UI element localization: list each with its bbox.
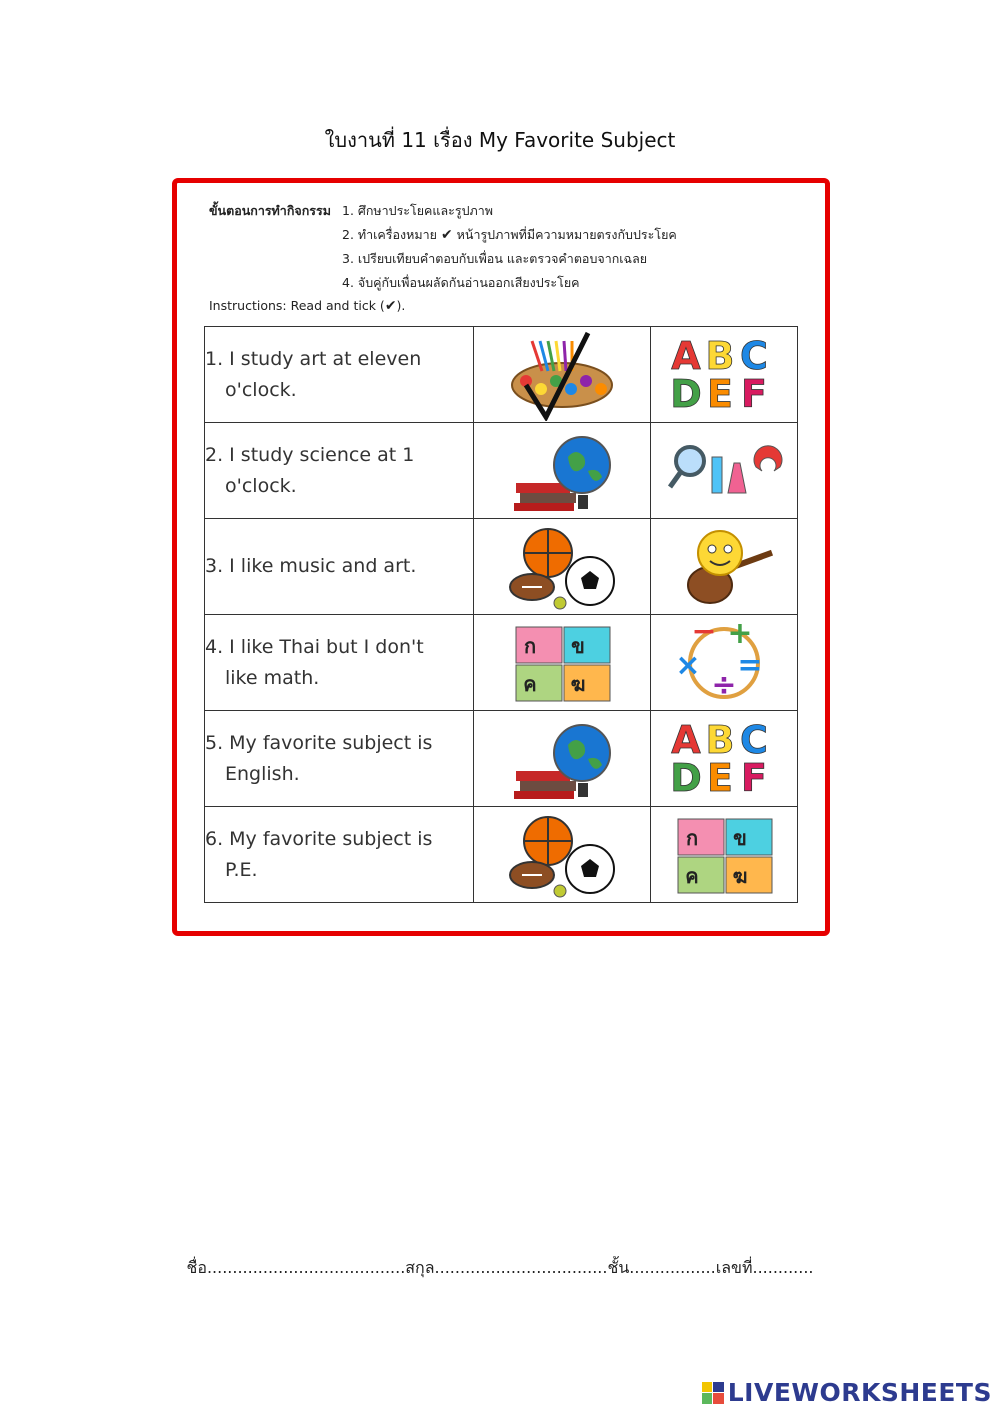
thai-letters-icon	[664, 811, 784, 899]
sentence-cell	[205, 807, 474, 903]
procedure-label: ขั้นตอนการทำกิจกรรม	[209, 203, 331, 218]
instructions-end: ).	[396, 298, 406, 313]
globe-books-icon	[492, 427, 632, 515]
svg-text:A: A	[671, 717, 701, 762]
svg-text:ก: ก	[685, 825, 699, 850]
sentence-line-1: 3. I like music and art.	[205, 555, 417, 577]
check-icon: ✔	[384, 298, 397, 314]
svg-text:C: C	[740, 717, 768, 762]
svg-text:A: A	[671, 333, 701, 378]
sentence-line-2: like math.	[225, 666, 320, 689]
table-row	[205, 423, 798, 519]
svg-text:−: −	[691, 618, 717, 649]
worksheet-table	[204, 326, 798, 903]
brand-name: LIVEWORKSHEETS	[727, 1378, 992, 1407]
table-row	[205, 519, 798, 615]
step-4: 4. จับคู่กับเพื่อนผลัดกันอ่านออกเสียงประโยค	[342, 274, 580, 290]
svg-text:F: F	[741, 371, 767, 416]
svg-text:B: B	[705, 717, 735, 762]
svg-text:+: +	[727, 618, 753, 651]
sentence-cell	[205, 519, 474, 615]
picture-option-2[interactable]	[651, 807, 798, 903]
svg-text:E: E	[707, 371, 733, 416]
step-1: 1. ศึกษาประโยคและรูปภาพ	[342, 203, 494, 218]
picture-option-2[interactable]	[651, 519, 798, 615]
picture-option-2[interactable]	[651, 327, 798, 423]
svg-text:F: F	[741, 755, 767, 800]
step-3: 3. เปรียบเทียบคำตอบกับเพื่อน และตรวจคำตอบจากเฉลย	[342, 251, 648, 266]
abc-letters-icon	[664, 715, 784, 803]
sentence-line-2: o'clock.	[225, 474, 297, 497]
picture-option-2[interactable]	[651, 423, 798, 519]
sentence-cell	[205, 423, 474, 519]
sentence-cell	[205, 615, 474, 711]
picture-option-1[interactable]	[474, 711, 651, 807]
worksheet-frame	[172, 178, 830, 936]
table-row	[205, 807, 798, 903]
svg-text:E: E	[707, 755, 733, 800]
svg-text:ข: ข	[571, 633, 585, 658]
table-row	[205, 615, 798, 711]
instructions-text: Instructions: Read and tick (	[209, 298, 385, 313]
sentence-line-2: o'clock.	[225, 378, 297, 401]
music-guitar-icon	[664, 523, 784, 611]
sentence-line-1: 5. My favorite subject is	[205, 731, 433, 754]
sentence-cell	[205, 327, 474, 423]
picture-option-1[interactable]	[474, 327, 651, 423]
picture-option-2[interactable]	[651, 711, 798, 807]
picture-option-1[interactable]	[474, 423, 651, 519]
svg-text:ข: ข	[733, 825, 747, 850]
svg-text:ค: ค	[685, 863, 699, 888]
table-row	[205, 327, 798, 423]
tick-mark-icon	[504, 329, 594, 421]
svg-text:C: C	[740, 333, 768, 378]
globe-books-icon	[492, 715, 632, 803]
svg-text:ก: ก	[523, 633, 537, 658]
sports-balls-icon	[492, 811, 632, 899]
picture-option-1[interactable]	[474, 519, 651, 615]
svg-text:÷: ÷	[711, 667, 737, 703]
svg-text:×: ×	[675, 647, 701, 683]
sentence-line-1: 1. I study art at eleven	[205, 347, 422, 370]
liveworksheets-logo	[702, 1378, 992, 1407]
svg-text:ค: ค	[523, 671, 537, 696]
instructions-block	[209, 199, 809, 319]
sentence-line-2: P.E.	[225, 858, 258, 881]
sentence-line-1: 4. I like Thai but I don't	[205, 635, 424, 658]
step-2: 2. ทำเครื่องหมาย	[342, 226, 437, 242]
svg-text:B: B	[705, 333, 735, 378]
svg-text:=: =	[737, 647, 763, 683]
svg-text:D: D	[670, 371, 702, 416]
sentence-line-1: 6. My favorite subject is	[205, 827, 433, 850]
sentence-cell	[205, 711, 474, 807]
sentence-line-1: 2. I study science at 1	[205, 443, 415, 466]
science-tools-icon	[664, 427, 784, 515]
svg-text:ฆ: ฆ	[570, 671, 586, 696]
brand-logo-icon	[702, 1382, 724, 1404]
picture-option-1[interactable]	[474, 615, 651, 711]
sports-balls-icon	[492, 523, 632, 611]
sentence-line-2: English.	[225, 762, 300, 785]
check-icon: ✔	[440, 226, 453, 243]
abc-letters-icon	[664, 331, 784, 419]
math-symbols-icon	[664, 619, 784, 707]
picture-option-2[interactable]	[651, 615, 798, 711]
table-row	[205, 711, 798, 807]
picture-option-1[interactable]	[474, 807, 651, 903]
page-title: ใบงานที่ 11 เรื่อง My Favorite Subject	[324, 128, 676, 152]
step-2-cont: หน้ารูปภาพที่มีความหมายตรงกับประโยค	[456, 226, 677, 242]
svg-text:D: D	[670, 755, 702, 800]
thai-letters-icon	[492, 619, 632, 707]
svg-text:ฆ: ฆ	[732, 863, 748, 888]
student-info-line: ชื่อ.......................................สกุล..................................ชั้น.................เลขที่............	[186, 1258, 814, 1277]
